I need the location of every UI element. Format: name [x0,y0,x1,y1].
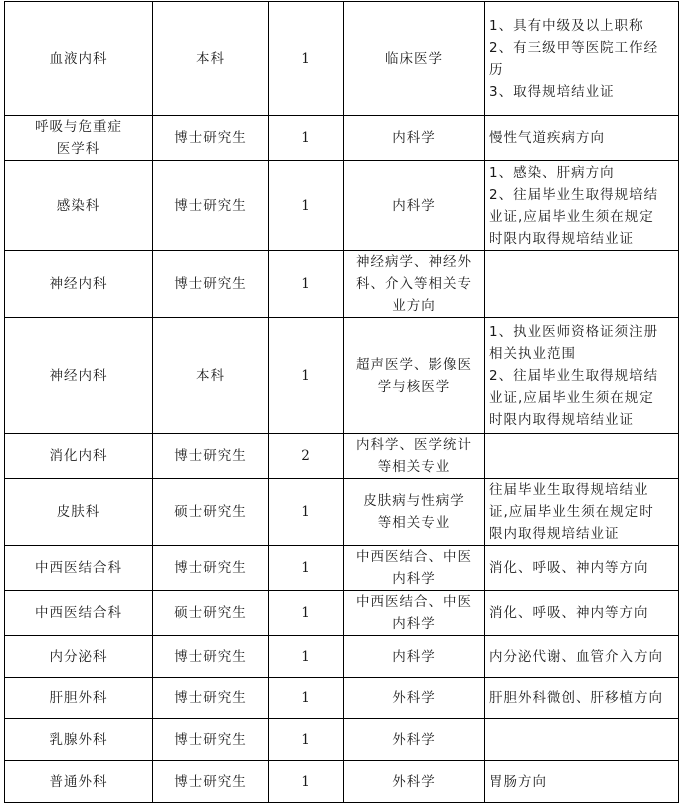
major-line: 超声医学、影像医 [356,356,472,373]
major-line: 中西医结合、中医 [356,594,472,610]
requirements-cell [485,636,679,678]
department-cell [5,761,153,803]
education-cell: 博士研究生 [153,251,269,318]
table-row [5,434,679,479]
education-cell: 博士研究生 [153,719,269,761]
major-cell [344,2,485,116]
education-cell: 硕士研究生 [153,479,269,546]
requirements-line: 2、往届毕业生取得规培结 [489,186,659,203]
major-line: 等相关专业 [377,459,451,475]
requirements-line: 历 [489,61,504,78]
major-line: 内科学 [392,616,436,632]
major-line: 学与核医学 [377,378,451,395]
requirements-line: 业证,应届毕业生须在规定 [489,208,654,225]
headcount-cell: 2 [269,434,344,479]
department-line: 中西医结合科 [35,605,122,621]
department-line: 中西医结合科 [35,560,122,576]
major-cell [344,116,485,161]
major-cell [344,546,485,591]
headcount-cell: 1 [269,318,344,434]
table-row [5,161,679,251]
major-line: 外科学 [392,690,436,706]
education-cell: 博士研究生 [153,678,269,719]
recruitment-table-body [5,2,679,803]
requirements-cell [485,479,679,546]
major-cell [344,479,485,546]
requirements-line: 往届毕业生取得规培结业 [489,482,649,498]
requirements-line: 时限内取得规培结业证 [489,411,634,428]
requirements-cell [485,546,679,591]
headcount-cell: 1 [269,116,344,161]
requirements-cell [485,434,679,479]
education-cell: 硕士研究生 [153,591,269,636]
table-row [5,546,679,591]
requirements-cell [485,761,679,803]
major-line: 内科学、医学统计 [356,437,472,453]
table-row [5,116,679,161]
education-cell: 博士研究生 [153,434,269,479]
department-line: 乳腺外科 [49,731,108,748]
department-line: 皮肤科 [56,504,101,520]
table-row [5,318,679,434]
requirements-line: 消化、呼吸、神内等方向 [489,560,649,576]
department-cell [5,546,153,591]
department-cell [5,719,153,761]
recruitment-table [4,1,679,803]
department-line: 神经内科 [49,367,108,384]
requirements-cell [485,318,679,434]
requirements-cell [485,161,679,251]
headcount-cell: 1 [269,2,344,116]
major-line: 临床医学 [385,50,443,67]
major-cell [344,591,485,636]
table-row [5,761,679,803]
department-line: 医学科 [56,141,101,157]
table-row [5,591,679,636]
department-cell [5,251,153,318]
table-row [5,636,679,678]
requirements-line: 内分泌代谢、血管介入方向 [489,648,663,665]
requirements-cell [485,116,679,161]
major-cell [344,761,485,803]
department-line: 感染科 [56,197,101,214]
headcount-cell: 1 [269,678,344,719]
requirements-line: 2、有三级甲等医院工作经 [489,39,659,56]
requirements-line: 1、感染、肝病方向 [489,164,615,181]
major-line: 内科学 [392,571,436,587]
major-line: 等相关专业 [377,515,451,531]
major-cell [344,719,485,761]
department-cell [5,116,153,161]
department-cell [5,434,153,479]
department-cell [5,479,153,546]
headcount-cell: 1 [269,161,344,251]
headcount-cell: 1 [269,761,344,803]
major-cell [344,161,485,251]
department-cell [5,2,153,116]
requirements-cell [485,678,679,719]
education-cell: 博士研究生 [153,161,269,251]
education-cell: 本科 [153,318,269,434]
major-cell [344,251,485,318]
department-cell [5,678,153,719]
requirements-line: 肝胆外科微创、肝移植方向 [489,690,663,706]
requirements-line: 业证,应届毕业生须在规定 [489,389,654,406]
headcount-cell: 1 [269,591,344,636]
major-line: 中西医结合、中医 [356,549,472,565]
department-line: 神经内科 [49,276,108,292]
headcount-cell: 1 [269,546,344,591]
major-cell [344,636,485,678]
requirements-line: 2、往届毕业生取得规培结 [489,367,659,384]
headcount-cell: 1 [269,719,344,761]
department-line: 血液内科 [49,50,108,67]
requirements-line: 时限内取得规培结业证 [489,230,634,247]
headcount-cell: 1 [269,636,344,678]
headcount-cell: 1 [269,479,344,546]
requirements-cell [485,2,679,116]
department-cell [5,636,153,678]
education-cell: 博士研究生 [153,546,269,591]
table-row [5,251,679,318]
major-cell [344,434,485,479]
major-line: 皮肤病与性病学 [363,493,465,509]
major-line: 外科学 [392,731,436,748]
requirements-line: 1、执业医师资格证须注册 [489,323,659,340]
major-line: 内科学 [392,130,436,146]
major-line: 内科学 [392,648,436,665]
requirements-cell [485,591,679,636]
requirements-cell [485,251,679,318]
major-line: 神经病学、神经外 [356,254,472,270]
requirements-line: 3、取得规培结业证 [489,83,615,100]
department-line: 呼吸与危重症 [35,119,122,135]
headcount-cell: 1 [269,251,344,318]
requirements-line: 限内取得规培结业证 [489,526,620,542]
major-line: 科、介入等相关专 [356,276,472,292]
requirements-cell [485,719,679,761]
education-cell: 博士研究生 [153,761,269,803]
department-line: 消化内科 [49,448,108,464]
department-cell [5,318,153,434]
major-line: 业方向 [392,298,436,314]
requirements-line: 消化、呼吸、神内等方向 [489,605,649,621]
major-line: 外科学 [392,773,436,790]
department-line: 肝胆外科 [49,690,108,706]
table-row [5,719,679,761]
major-cell [344,678,485,719]
requirements-line: 证,应届毕业生须在规定时 [489,504,654,520]
department-line: 普通外科 [49,773,108,790]
requirements-line: 相关执业范围 [489,345,576,362]
requirements-line: 慢性气道疾病方向 [489,130,605,146]
education-cell: 博士研究生 [153,116,269,161]
table-row [5,2,679,116]
requirements-line: 胃肠方向 [489,773,547,790]
education-cell: 本科 [153,2,269,116]
major-cell [344,318,485,434]
department-cell [5,591,153,636]
major-line: 内科学 [392,197,436,214]
table-row [5,678,679,719]
department-cell [5,161,153,251]
table-row [5,479,679,546]
requirements-line: 1、具有中级及以上职称 [489,17,644,34]
education-cell: 博士研究生 [153,636,269,678]
department-line: 内分泌科 [49,648,108,665]
